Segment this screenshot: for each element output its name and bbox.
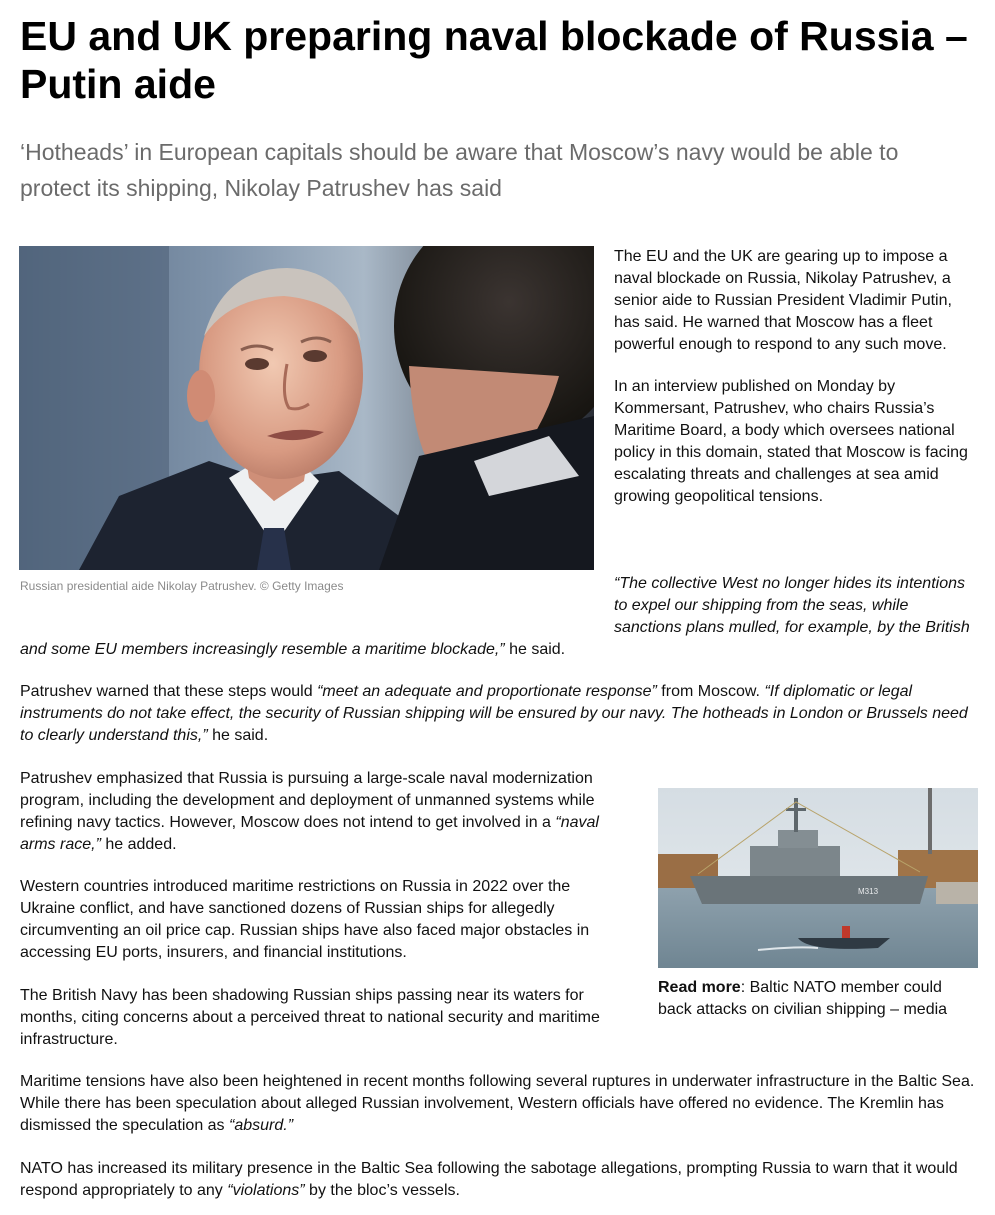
read-more-separator: : — [740, 979, 750, 996]
paragraph-text: NATO has increased its military presence in the Baltic Sea following the sabotage allegations, prompting Russia to warn that it would respond appropriately to any — [20, 1160, 958, 1199]
paragraph-text: he added. — [100, 836, 177, 853]
article-paragraph — [20, 681, 982, 747]
inline-quote: “naval arms race,” — [20, 814, 599, 853]
paragraph-text: he said. — [207, 727, 269, 744]
read-more-label: Read more — [658, 979, 741, 996]
article-paragraph — [20, 1158, 982, 1202]
article-paragraph: The EU and the UK are gearing up to impose a naval blockade on Russia, Nikolay Patrushev, a senior aide to Russian President Vladimir Putin, has said. He warned that Moscow has a fleet powerful enough to respond to any such move. — [614, 248, 952, 353]
inline-quote: “absurd.” — [229, 1117, 294, 1134]
article-paragraph: The British Navy has been shadowing Russian ships passing near its waters for months, citing concerns about a perceived threat to national security and maritime infrastructure. — [20, 987, 600, 1048]
read-more-photo[interactable] — [658, 788, 978, 968]
article-paragraph: Western countries introduced maritime restrictions on Russia in 2022 over the Ukraine conflict, and have sanctioned dozens of Russian ships for allegedly circumventing an oil price cap. Russian ships have also faced major obstacles in accessing EU ports, insurers, and financial institutions. — [20, 878, 590, 961]
read-more — [658, 977, 980, 1021]
lead-photo[interactable] — [19, 246, 594, 570]
article-paragraph: In an interview published on Monday by Kommersant, Patrushev, who chairs Russia’s Maritime Board, a body which oversees national policy in this domain, stated that Moscow is facing escalating threats and challenges at sea amid growing geopolitical tensions. — [614, 378, 968, 505]
patrushev-quote: “The collective West no longer hides its intentions to expel our shipping from the seas, while sanctions plans mulled, for example, by the British and some EU members increasingly resemble a maritime blockade,” — [20, 575, 970, 658]
article-headline: EU and UK preparing naval blockade of Russia – Putin aide — [20, 13, 968, 107]
patrushev-photo — [19, 246, 594, 570]
inline-quote: “If diplomatic or legal instruments do not take effect, the security of Russian shipping will be ensured by our navy. The hotheads in London or Brussels need to clearly understand this,” — [20, 683, 968, 744]
paragraph-text: Maritime tensions have also been heightened in recent months following several ruptures in underwater infrastructure in the Baltic Sea. While there has been speculation about alleged Russian involvement, Western officials have offered no evidence. The Kremlin has dismissed the speculation as — [20, 1073, 975, 1134]
article-quote-block — [20, 573, 980, 661]
article-right-column — [614, 246, 980, 528]
lead-photo-caption: Russian presidential aide Nikolay Patrushev. © Getty Images — [20, 579, 344, 593]
inline-quote: “violations” — [227, 1182, 305, 1199]
paragraph-text: Patrushev warned that these steps would — [20, 683, 318, 700]
quote-attribution: he said. — [504, 641, 566, 658]
paragraph-text: from Moscow. — [656, 683, 765, 700]
paragraph-text: Patrushev emphasized that Russia is pursuing a large-scale naval modernization program, including the development and deployment of unmanned systems while refining navy tactics. However, Moscow does not intend to get involved in a — [20, 770, 595, 831]
article-paragraph — [20, 768, 625, 856]
ship-photo — [658, 788, 978, 968]
ship-hull-number: M313 — [858, 887, 879, 896]
paragraph-text: by the bloc’s vessels. — [304, 1182, 460, 1199]
article-subheadline: ‘Hotheads’ in European capitals should be aware that Moscow’s navy would be able to protect its shipping, Nikolay Patrushev has said — [20, 139, 899, 201]
article-paragraph — [20, 1071, 982, 1137]
read-more-link[interactable]: Baltic NATO member could back attacks on civilian shipping – media — [658, 979, 948, 1018]
inline-quote: “meet an adequate and proportionate response” — [317, 683, 657, 700]
float-spacer — [20, 573, 614, 633]
